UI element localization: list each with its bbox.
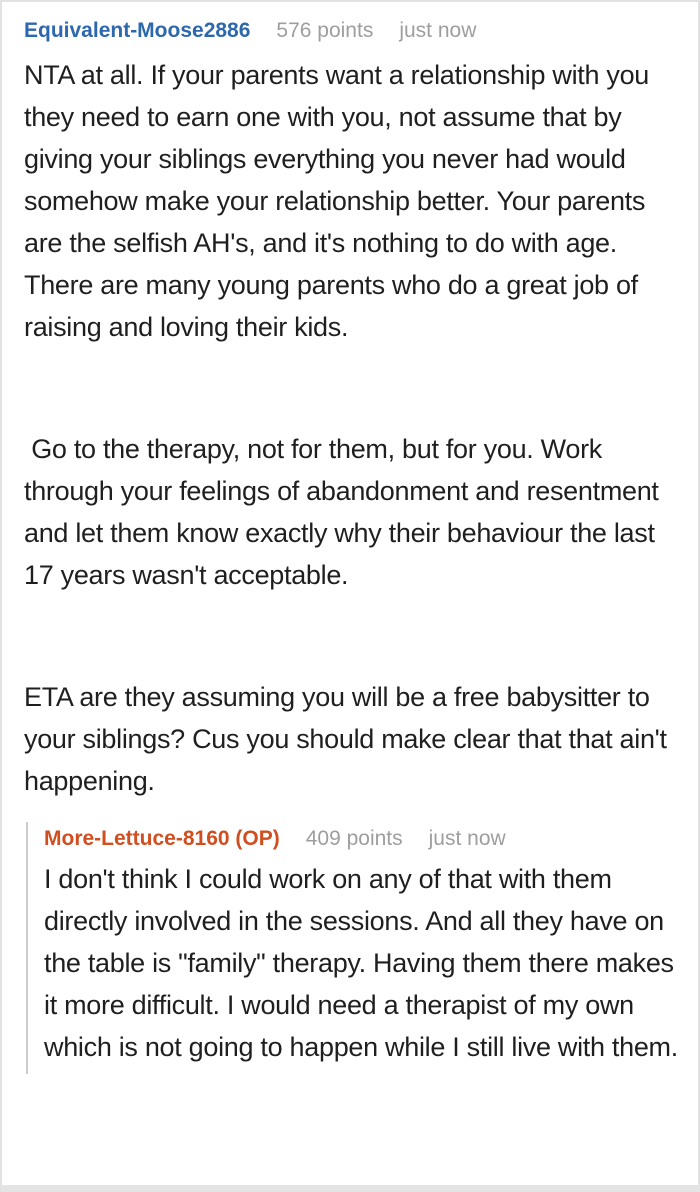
reply-points: 409 points: [305, 827, 403, 850]
reply-header: [44, 826, 684, 852]
comment-body: [24, 54, 684, 802]
comment-author-link[interactable]: Equivalent-Moose2886: [24, 19, 251, 42]
reply-author-link[interactable]: More-Lettuce-8160 (OP): [44, 827, 280, 850]
bottom-divider: [2, 1185, 700, 1192]
comment: [24, 18, 684, 1074]
comment-timestamp: just now: [399, 19, 477, 42]
comment-paragraph: ETA are they assuming you will be a free babysitter to your siblings? Cus you should make clear that that ain't happening.: [24, 682, 674, 796]
reply-comment: [26, 822, 684, 1074]
comment-paragraph: Go to the therapy, not for them, but for you. Work through your feelings of abandonment and resentment and let them know exactly why their behaviour the last 17 years wasn't acceptable.: [24, 434, 666, 590]
comment-points: 576 points: [276, 19, 374, 42]
comment-paragraph: NTA at all. If your parents want a relationship with you they need to earn one with you, not assume that by giving your siblings everything you never had would somehow make your relationship better. Your parents are the selfish AH's, and it's nothing to do with age. There are many young parents who do a great job of raising and loving their kids.: [24, 60, 657, 342]
reply-timestamp: just now: [428, 827, 506, 850]
comment-header: [24, 18, 684, 44]
reply-paragraph: I don't think I could work on any of that with them directly involved in the sessions. And all they have on the table is "family" therapy. Having them there makes it more difficult. I would need a therapist of my own which is not going to happen while I still live with them.: [44, 864, 681, 1062]
reply-body: [44, 858, 684, 1068]
